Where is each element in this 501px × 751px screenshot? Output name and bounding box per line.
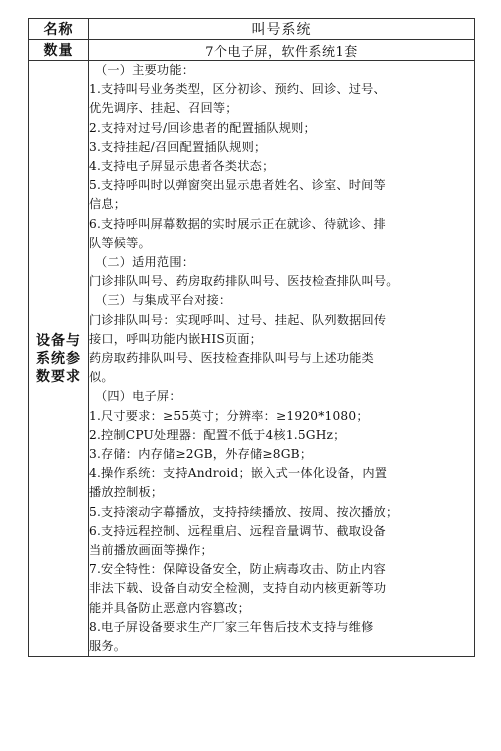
content-line: 优先调序、挂起、召回等； (89, 101, 238, 116)
content-line: 似。 (89, 370, 114, 385)
content-line: 6.支持远程控制、远程重启、远程音量调节、截取设备 (89, 523, 386, 538)
row-quantity (29, 40, 475, 61)
name-label: 名称 (29, 19, 89, 40)
content-line: 4.操作系统：支持Android；嵌入式一体化设备，内置 (89, 466, 388, 481)
content-line: 非法下载、设备自动安全检测，支持自动内核更新等功 (89, 581, 387, 596)
content-line: 3.支持挂起/召回配置插队规则； (89, 139, 267, 154)
requirements-label (29, 61, 89, 657)
quantity-value: 7个电子屏，软件系统1套 (89, 40, 475, 61)
content-line: 2.控制CPU处理器：配置不低于4核1.5GHz； (89, 427, 346, 442)
content-line: 服务。 (89, 639, 127, 654)
content-line: 5.支持呼叫时以弹窗突出显示患者姓名、诊室、时间等 (89, 178, 386, 193)
content-line: 3.存储：内存储≥2GB，外存储≥8GB； (89, 447, 313, 462)
content-line: 播放控制板； (89, 485, 164, 500)
section-heading: （一）主要功能： (95, 63, 195, 77)
requirements-label-line: 数要求 (36, 368, 81, 385)
content-line: 1.支持叫号业务类型，区分初诊、预约、回诊、过号、 (89, 82, 386, 97)
content-line: 6.支持呼叫屏幕数据的实时展示正在就诊、待就诊、排 (89, 216, 386, 231)
content-line: 2.支持对过号/回诊患者的配置插队规则； (89, 120, 316, 135)
content-line: 8.电子屏设备要求生产厂家三年售后技术支持与维修 (89, 619, 374, 634)
section-heading: （二）适用范围： (95, 255, 195, 270)
content-line: 7.安全特性：保障设备安全，防止病毒攻击、防止内容 (89, 562, 386, 577)
content-line: 当前播放画面等操作； (89, 543, 213, 558)
content-line: 4.支持电子屏显示患者各类状态； (89, 159, 275, 174)
content-line: 门诊排队叫号、药房取药排队叫号、医技检查排队叫号。 (89, 274, 399, 289)
row-name (29, 19, 475, 40)
name-value: 叫号系统 (89, 19, 475, 40)
row-requirements (29, 61, 475, 657)
content-line: 药房取药排队叫号、医技检查排队叫号与上述功能类 (89, 351, 374, 366)
content-line: 队等候等。 (89, 235, 151, 250)
content-line: 1.尺寸要求：≥55英寸；分辨率：≥1920*1080； (89, 408, 369, 423)
content-line: 能并具备防止恶意内容篡改； (89, 600, 251, 615)
content-line: 接口，呼叫功能内嵌HIS页面； (89, 331, 263, 346)
content-line: 信息； (89, 197, 127, 212)
section-heading: （三）与集成平台对接： (95, 293, 232, 308)
requirements-content (89, 61, 475, 657)
requirements-label-line: 系统参 (36, 350, 81, 367)
quantity-label: 数量 (29, 40, 89, 61)
content-line: 5.支持滚动字幕播放，支持持续播放、按周、按次播放； (89, 504, 399, 519)
requirements-label-line: 设备与 (36, 332, 81, 349)
content-line: 门诊排队叫号：实现呼叫、过号、挂起、队列数据回传 (89, 312, 387, 327)
spec-table (28, 18, 475, 657)
section-heading: （四）电子屏： (95, 389, 182, 404)
